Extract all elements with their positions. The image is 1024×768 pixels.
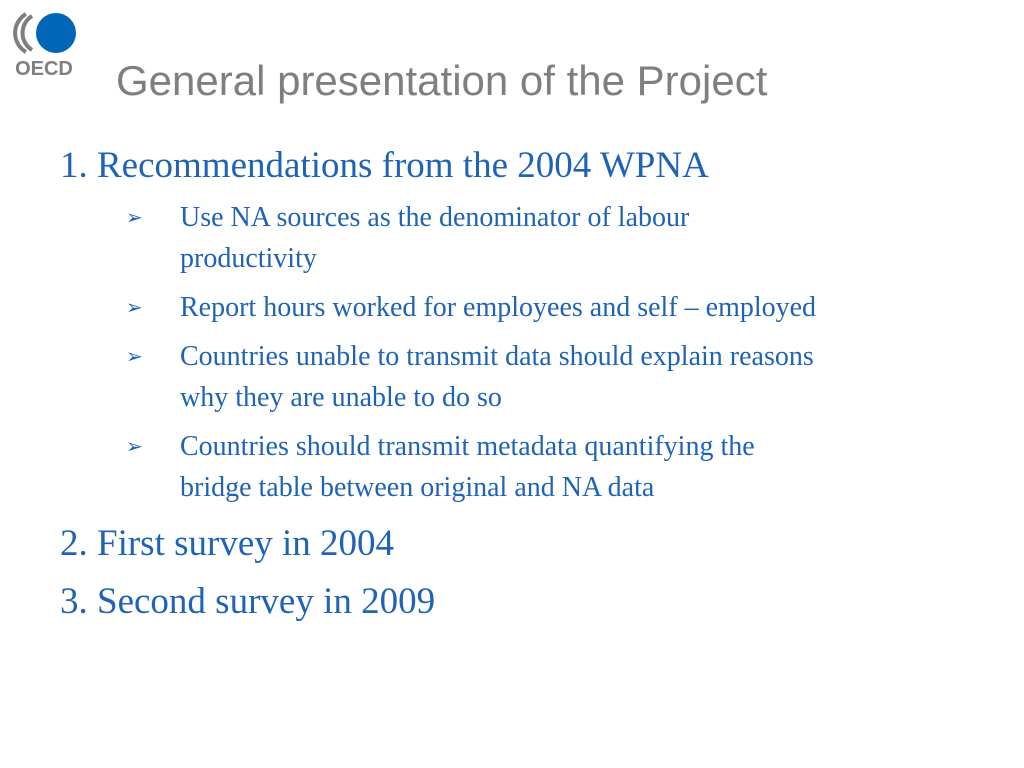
item-recommendations: 1. Recommendations from the 2004 WPNA bbox=[60, 145, 709, 186]
list-item bbox=[60, 426, 820, 508]
arrowhead-bullet-icon: ➢ bbox=[126, 204, 143, 229]
slide-body bbox=[60, 146, 960, 623]
bullet-text: Countries unable to transmit data should explain reasons why they are unable to do so bbox=[180, 340, 814, 413]
arrowhead-bullet-icon: ➢ bbox=[126, 343, 143, 368]
oecd-logo bbox=[8, 8, 80, 80]
list-item bbox=[60, 197, 820, 279]
slide-title: General presentation of the Project bbox=[116, 57, 768, 104]
arrowhead-bullet-icon: ➢ bbox=[126, 294, 143, 319]
bullet-text: Report hours worked for employees and self – employed bbox=[180, 291, 817, 323]
oecd-logo-graphic bbox=[8, 8, 80, 80]
arrowhead-bullet-icon: ➢ bbox=[126, 433, 143, 458]
bullet-text: Use NA sources as the denominator of labour productivity bbox=[180, 201, 690, 274]
item-first-survey: 2. First survey in 2004 bbox=[60, 522, 395, 564]
bullet-text: Countries should transmit metadata quantifying the bridge table between original and NA data bbox=[180, 430, 755, 503]
recommendations-list bbox=[60, 197, 960, 508]
oecd-logo-text: OECD bbox=[15, 58, 73, 80]
list-item bbox=[60, 336, 820, 418]
item-second-survey: 3. Second survey in 2009 bbox=[60, 581, 436, 623]
list-item bbox=[60, 287, 820, 328]
